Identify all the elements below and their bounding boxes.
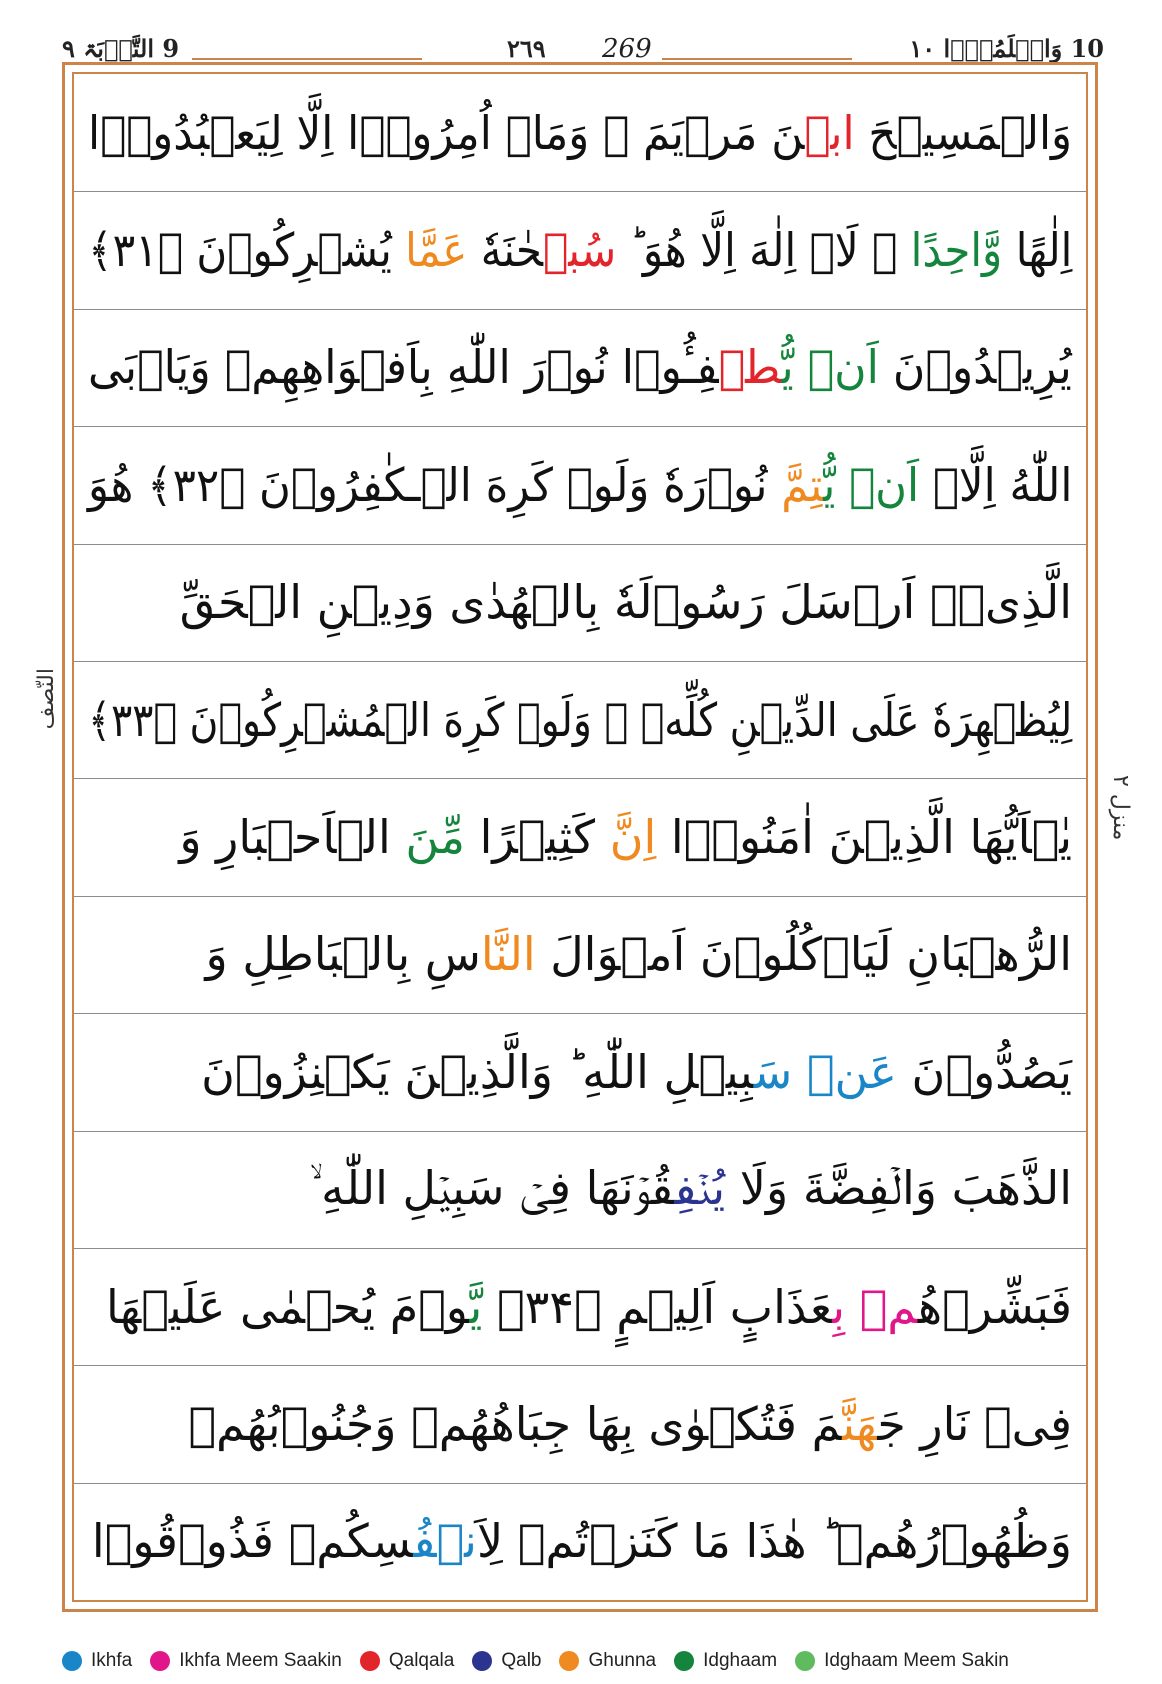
tajweed-ghunna-segment: هَنَّ — [842, 1396, 878, 1451]
verse-text-segment: يُرِيۡدُوۡنَ — [879, 340, 1072, 395]
verse-text-segment: فَبَشِّرۡهُ — [917, 1279, 1072, 1334]
quran-line — [74, 1483, 1086, 1600]
tajweed-ghunna-segment: اِنَّ — [609, 809, 657, 864]
legend-label: Idghaam — [703, 1650, 778, 1671]
tajweed-qalqala-segment: سُبۡ — [542, 222, 616, 277]
header-divider — [662, 58, 852, 60]
verse-text-segment: ۚ لَاۤ اِلٰهَ اِلَّا هُوَ ؕ — [615, 222, 911, 277]
verse-text-segment: يُشۡرِكُوۡنَ ﴿۳۱﴾ — [87, 222, 405, 277]
legend-color-dot — [360, 1651, 380, 1671]
surah-label: 10 وَاعۡلَمُوۡٓا ۱۰ — [909, 34, 1104, 63]
quran-line — [74, 661, 1086, 778]
verse-text — [201, 1045, 1072, 1099]
verse-text-segment: لِيُظۡهِرَهٗ عَلَى الدِّيۡنِ كُلِّهٖ ۙ وَلَوۡ كَرِهَ الۡمُشۡرِكُوۡنَ ﴿۳۳﴾ — [87, 692, 1073, 747]
legend-color-dot — [795, 1651, 815, 1671]
verse-text — [310, 1161, 1072, 1217]
verse-text-segment: سِكُمۡ فَذُوۡقُوۡا — [91, 1514, 414, 1569]
legend-item — [62, 1650, 132, 1672]
quran-line — [74, 544, 1086, 661]
legend-item — [150, 1650, 342, 1672]
legend-item — [472, 1650, 541, 1672]
tajweed-qalqala-segment: ابۡ — [804, 105, 855, 160]
legend-label: Ikhfa — [91, 1650, 133, 1671]
quran-line — [74, 1013, 1086, 1130]
manzil-marker: منزل ۲ — [1108, 775, 1133, 841]
tajweed-idghaam-segment: وَّاحِدًا — [910, 222, 1002, 277]
legend-color-dot — [674, 1651, 694, 1671]
nisf-marker: النّصف — [34, 668, 59, 730]
verse-text-segment: وَظُهُوۡرُهُمۡ ؕ هٰذَا مَا كَنَزۡتُمۡ لِا — [476, 1514, 1072, 1569]
page-number-arabic: ٢٦٩ — [507, 34, 546, 63]
tajweed-idghaam-segment: اَنۡ يُّ — [822, 457, 919, 512]
verse-text-segment: كَثِيۡرًا — [479, 809, 610, 864]
verse-text-segment: فِـُٔوۡا نُوۡرَ اللّٰهِ بِاَفۡوَاهِهِمۡ وَيَاۡبَى — [88, 340, 719, 395]
verse-text — [106, 1280, 1072, 1334]
verse-text — [88, 458, 1072, 512]
quran-line — [74, 896, 1086, 1013]
juz-label: 9 التَّوۡبَۃ ۹ — [62, 34, 180, 63]
tajweed-idghaam-segment: مِّنَ — [405, 809, 480, 864]
legend-color-dot — [472, 1651, 492, 1671]
legend-label: Ikhfa Meem Saakin — [179, 1650, 342, 1671]
verse-text-segment: مَ فَتُكۡوٰى بِهَا جِبَاهُهُمۡ وَجُنُوۡبُهُمۡ — [188, 1396, 843, 1451]
legend-item — [795, 1650, 1009, 1672]
legend-label: Idghaam Meem Sakin — [824, 1650, 1009, 1671]
verse-text-segment: يٰۤاَيُّهَا الَّذِيۡنَ اٰمَنُوۡۤا — [656, 809, 1072, 864]
verse-text-segment: بِيۡلِ اللّٰهِ ؕ وَالَّذِيۡنَ يَكۡنِزُوۡنَ — [201, 1044, 754, 1099]
verse-text-segment: عَذَابٍ اَلِيۡمٍ ﴿۳۴﴾ — [482, 1279, 833, 1334]
verse-text — [88, 106, 1072, 160]
verse-text-segment: الذَّهَبَ وَالۡفِضَّةَ وَلَا — [725, 1161, 1072, 1216]
quran-text-block — [74, 74, 1086, 1600]
quran-line — [74, 778, 1086, 895]
quran-line — [74, 1248, 1086, 1365]
tajweed-ikhfa-segment: عَنۡ سَ — [753, 1044, 897, 1099]
verse-text — [179, 810, 1072, 864]
verse-text-segment: الۡاَحۡبَارِ وَ — [179, 809, 406, 864]
tajweed-ikhfa-meem-segment: مۡ بِ — [832, 1279, 918, 1334]
page-number: 269 — [602, 34, 652, 64]
tajweed-qalb-segment: يُنۡفِ — [674, 1161, 726, 1216]
legend-color-dot — [559, 1651, 579, 1671]
verse-text-segment: يَصُدُّوۡنَ — [896, 1044, 1072, 1099]
verse-text-segment: نَ مَرۡيَمَ ۚ وَمَاۤ اُمِرُوۡۤا اِلَّا لِيَعۡبُدُوۡۤا — [87, 105, 805, 160]
verse-text — [88, 693, 1072, 747]
tajweed-ikhfa-segment: َنۡفُ — [413, 1514, 477, 1569]
legend-label: Ghunna — [588, 1650, 657, 1671]
legend-color-dot — [62, 1651, 82, 1671]
quran-line — [74, 426, 1086, 543]
verse-text-segment: الَّذِىۡۤ اَرۡسَلَ رَسُوۡلَهٗ بِالۡهُدٰى وَدِيۡنِ الۡحَقِّ — [179, 575, 1072, 630]
verse-text-segment: اِلٰهًا — [1001, 222, 1072, 277]
legend-color-dot — [150, 1651, 170, 1671]
legend-item — [674, 1650, 777, 1672]
verse-text — [206, 927, 1072, 981]
header-divider — [192, 58, 422, 60]
legend-item — [559, 1650, 656, 1672]
tajweed-legend — [62, 1646, 1112, 1676]
verse-text-segment: اللّٰهُ اِلَّاۤ — [918, 457, 1072, 512]
verse-text-segment: وَالۡمَسِيۡحَ — [854, 105, 1072, 160]
tajweed-idghaam-segment: يَّ — [469, 1279, 483, 1334]
tajweed-idghaam-segment: اَنۡ يُّ — [781, 340, 880, 395]
verse-text-segment: الرُّهۡبَانِ لَيَاۡكُلُوۡنَ اَمۡوَالَ — [535, 927, 1072, 982]
verse-text-segment: قُوۡنَهَا فِىۡ سَبِيۡلِ اللّٰهِ ۙ — [309, 1161, 675, 1216]
verse-text-segment: وۡمَ يُحۡمٰى عَلَيۡهَا — [106, 1279, 470, 1334]
quran-line — [74, 1365, 1086, 1482]
verse-text-segment: نُوۡرَهٗ وَلَوۡ كَرِهَ الۡـكٰفِرُوۡنَ ﴿۳۲﴾ هُوَ — [87, 457, 781, 512]
verse-text — [92, 1514, 1072, 1568]
tajweed-ghunna-segment: تِمَّ — [780, 457, 823, 512]
tajweed-ghunna-segment: عَمَّا — [404, 222, 467, 277]
tajweed-qalqala-segment: طۡ — [718, 340, 782, 395]
verse-text-segment: فِىۡ نَارِ جَ — [877, 1396, 1072, 1451]
legend-label: Qalqala — [388, 1650, 455, 1671]
legend-item — [360, 1650, 455, 1672]
legend-label: Qalb — [501, 1650, 542, 1671]
quran-line — [74, 1131, 1086, 1248]
quran-line — [74, 191, 1086, 308]
verse-text — [88, 340, 1072, 394]
verse-text — [188, 1397, 1072, 1451]
tajweed-ghunna-segment: النَّا — [480, 927, 536, 982]
quran-line — [74, 309, 1086, 426]
verse-text-segment: سِ بِالۡبَاطِلِ وَ — [205, 927, 481, 982]
quran-line — [74, 74, 1086, 191]
verse-text — [180, 575, 1072, 629]
verse-text-segment: حٰنَهٗ — [466, 222, 543, 277]
verse-text — [88, 223, 1072, 277]
